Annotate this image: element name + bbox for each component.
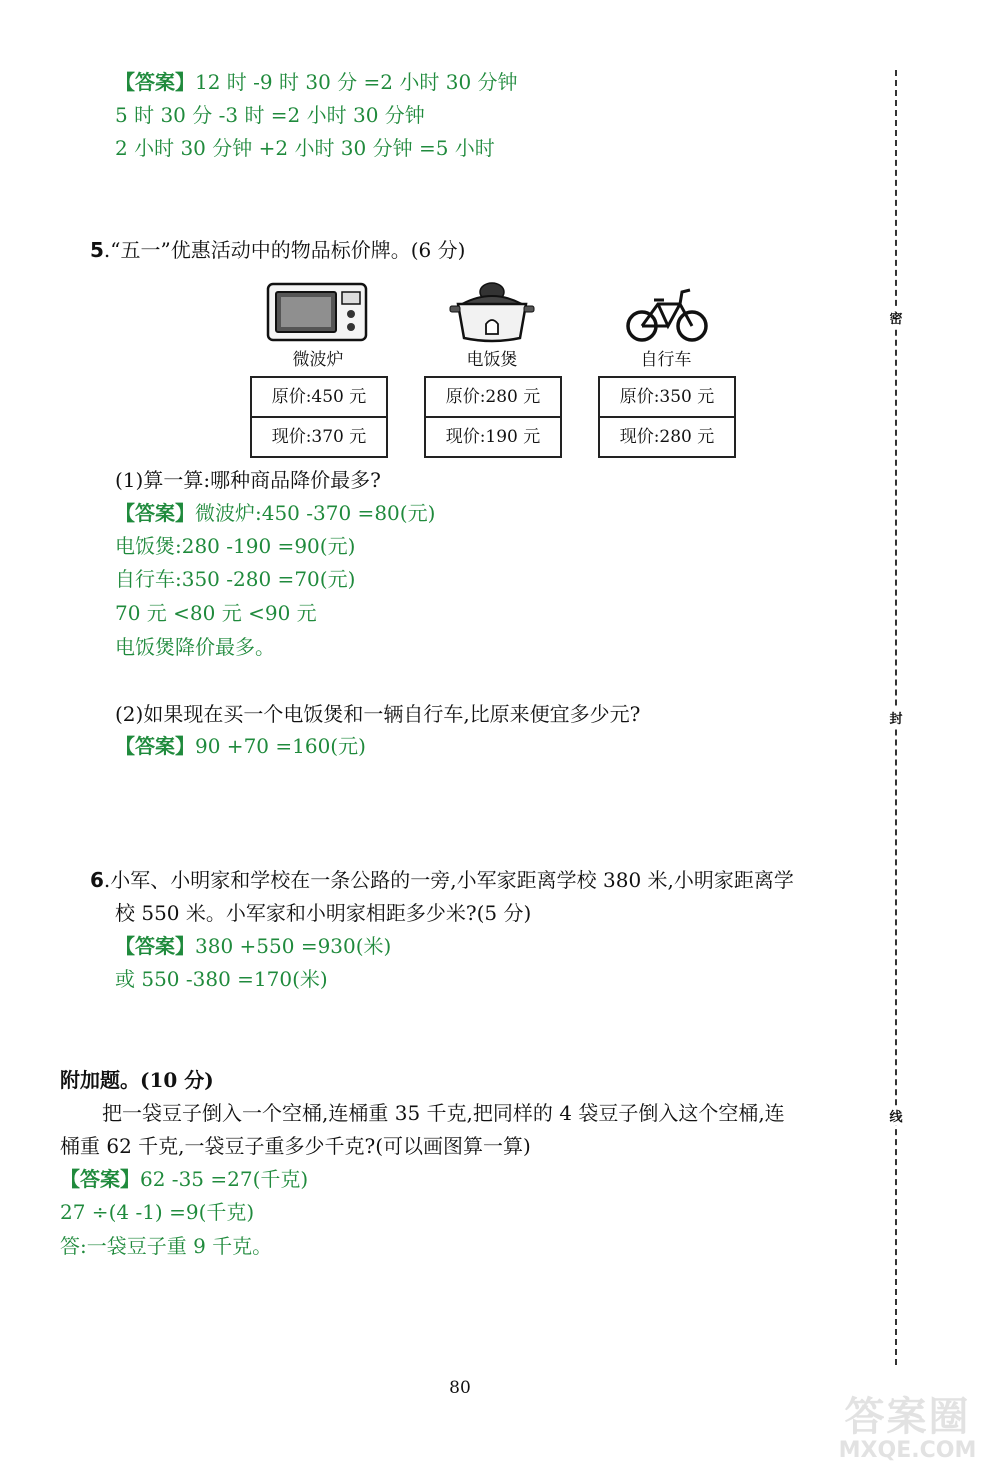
answer-line: 2 小时 30 分钟 +2 小时 30 分钟 =5 小时 bbox=[115, 136, 495, 160]
original-price: 原价:280 元 bbox=[445, 387, 541, 407]
current-price: 现价:370 元 bbox=[252, 416, 386, 456]
watermark-text: 答案圈 bbox=[844, 1394, 971, 1440]
answer-line bbox=[60, 1164, 308, 1194]
binding-mark-xian: 线 bbox=[884, 1106, 908, 1125]
answer-tag: 【答案】 bbox=[115, 501, 195, 525]
answer-line bbox=[115, 498, 435, 528]
binding-mark-feng: 封 bbox=[884, 708, 908, 727]
answer-line: 27 ÷(4 -1) =9(千克) bbox=[60, 1200, 255, 1224]
answer-text: 90 +70 =160(元) bbox=[195, 734, 366, 758]
question-text-cont: 校 550 米。小军家和小明家相距多少米?(5 分) bbox=[115, 901, 532, 925]
answer-line bbox=[115, 931, 391, 961]
item-name: 电饭煲 bbox=[466, 350, 518, 370]
original-price: 原价:350 元 bbox=[619, 387, 715, 407]
question-number: 5 bbox=[90, 238, 104, 262]
bicycle-icon bbox=[614, 282, 718, 344]
answer-tag: 【答案】 bbox=[115, 70, 195, 94]
question-6 bbox=[90, 865, 794, 895]
answer-line: 电饭煲:280 -190 =90(元) bbox=[115, 534, 356, 558]
watermark-url: MXQE.COM bbox=[838, 1438, 977, 1463]
answer-tag: 【答案】 bbox=[115, 734, 195, 758]
item-name: 自行车 bbox=[640, 350, 692, 370]
answer-line: 5 时 30 分 -3 时 =2 小时 30 分钟 bbox=[115, 103, 425, 127]
price-tag-bicycle bbox=[598, 282, 734, 458]
answer-text: 380 +550 =930(米) bbox=[195, 934, 392, 958]
question-text: .“五一”优惠活动中的物品标价牌。(6 分) bbox=[103, 238, 466, 262]
answer-line bbox=[115, 67, 518, 97]
price-tag-microwave bbox=[250, 282, 386, 458]
answer-line: 70 元 <80 元 <90 元 bbox=[115, 601, 317, 625]
answer-line: 答:一袋豆子重 9 千克。 bbox=[60, 1234, 273, 1258]
watermark-logo bbox=[820, 1395, 995, 1463]
sub-question-2: (2)如果现在买一个电饭煲和一辆自行车,比原来便宜多少元? bbox=[115, 702, 641, 726]
extra-title: 附加题。(10 分) bbox=[60, 1068, 214, 1092]
question-5 bbox=[90, 235, 465, 265]
price-box bbox=[598, 376, 736, 458]
price-box bbox=[424, 376, 562, 458]
answer-line: 电饭煲降价最多。 bbox=[115, 635, 275, 659]
answer-line: 自行车:350 -280 =70(元) bbox=[115, 567, 356, 591]
rice-cooker-icon bbox=[440, 282, 544, 344]
extra-text: 把一袋豆子倒入一个空桶,连桶重 35 千克,把同样的 4 袋豆子倒入这个空桶,连 bbox=[102, 1101, 785, 1125]
price-tag-rice-cooker bbox=[424, 282, 560, 458]
answer-line bbox=[115, 731, 366, 761]
answer-text: 62 -35 =27(千克) bbox=[140, 1167, 309, 1191]
current-price: 现价:190 元 bbox=[426, 416, 560, 456]
sub-question-1: (1)算一算:哪种商品降价最多? bbox=[115, 468, 381, 492]
answer-tag: 【答案】 bbox=[115, 934, 195, 958]
binding-mark-mi: 密 bbox=[884, 308, 908, 327]
current-price: 现价:280 元 bbox=[600, 416, 734, 456]
original-price: 原价:450 元 bbox=[271, 387, 367, 407]
question-number: 6 bbox=[90, 868, 104, 892]
item-name: 微波炉 bbox=[292, 350, 344, 370]
answer-line: 或 550 -380 =170(米) bbox=[115, 967, 328, 991]
question-text: .小军、小明家和学校在一条公路的一旁,小军家距离学校 380 米,小明家距离学 bbox=[103, 868, 794, 892]
answer-text: 微波炉:450 -370 =80(元) bbox=[195, 501, 436, 525]
answer-text: 12 时 -9 时 30 分 =2 小时 30 分钟 bbox=[195, 70, 518, 94]
extra-text-cont: 桶重 62 千克,一袋豆子重多少千克?(可以画图算一算) bbox=[60, 1134, 531, 1158]
answer-tag: 【答案】 bbox=[60, 1167, 140, 1191]
price-box bbox=[250, 376, 388, 458]
microwave-icon bbox=[266, 282, 370, 344]
page-number: 80 bbox=[449, 1378, 471, 1398]
